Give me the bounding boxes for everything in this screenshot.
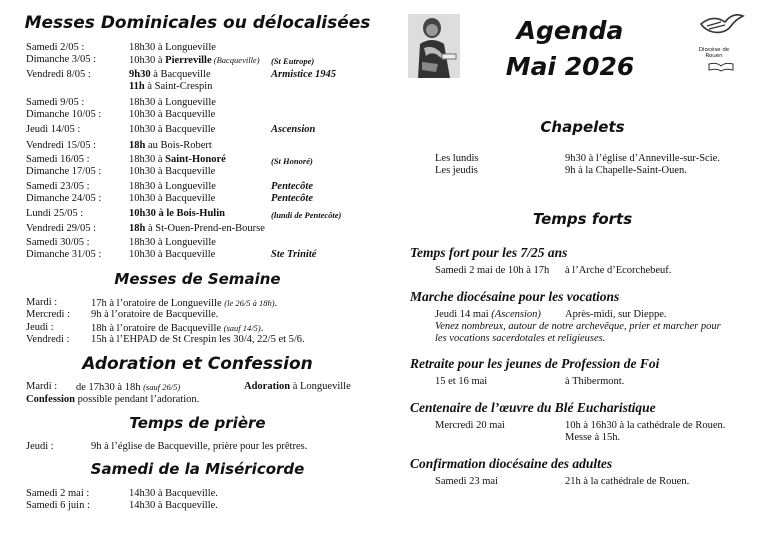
month-title: Mai 2026: [505, 52, 635, 81]
logo-text: Diocèse de Rouen: [698, 47, 730, 59]
section-title-dominicales: Messes Dominicales ou délocalisées: [24, 13, 371, 33]
saint-statue-image: [408, 14, 460, 78]
event-note: les vocations sacerdotales et religieuses.: [435, 333, 606, 344]
section-title-semaine: Messes de Semaine: [114, 270, 281, 288]
event-line: Messe à 15h.: [565, 432, 621, 443]
event-title: Retraite pour les jeunes de Profession de Foi: [410, 356, 660, 371]
book-icon: [695, 62, 747, 72]
section-title-temps-forts: Temps forts: [532, 210, 633, 228]
diocese-logo: [695, 10, 747, 60]
section-title-adoration: Adoration et Confession: [82, 354, 313, 374]
event-title: Centenaire de l’œuvre du Blé Eucharistique: [410, 400, 656, 415]
event-title: Temps fort pour les 7/25 ans: [410, 245, 568, 260]
confession-line: Confession possible pendant l’adoration.: [26, 394, 200, 405]
agenda-title: Agenda: [516, 16, 624, 45]
event-title: Confirmation diocésaine des adultes: [410, 456, 613, 471]
section-title-priere: Temps de prière: [129, 414, 266, 432]
event-title: Marche diocésaine pour les vocations: [410, 289, 620, 304]
event-note: Venez nombreux, autour de notre archevêque, prier et marcher pour: [435, 321, 721, 332]
section-title-misericorde: Samedi de la Miséricorde: [90, 460, 305, 478]
dove-icon: [695, 10, 747, 42]
section-title-chapelets: Chapelets: [540, 118, 625, 136]
